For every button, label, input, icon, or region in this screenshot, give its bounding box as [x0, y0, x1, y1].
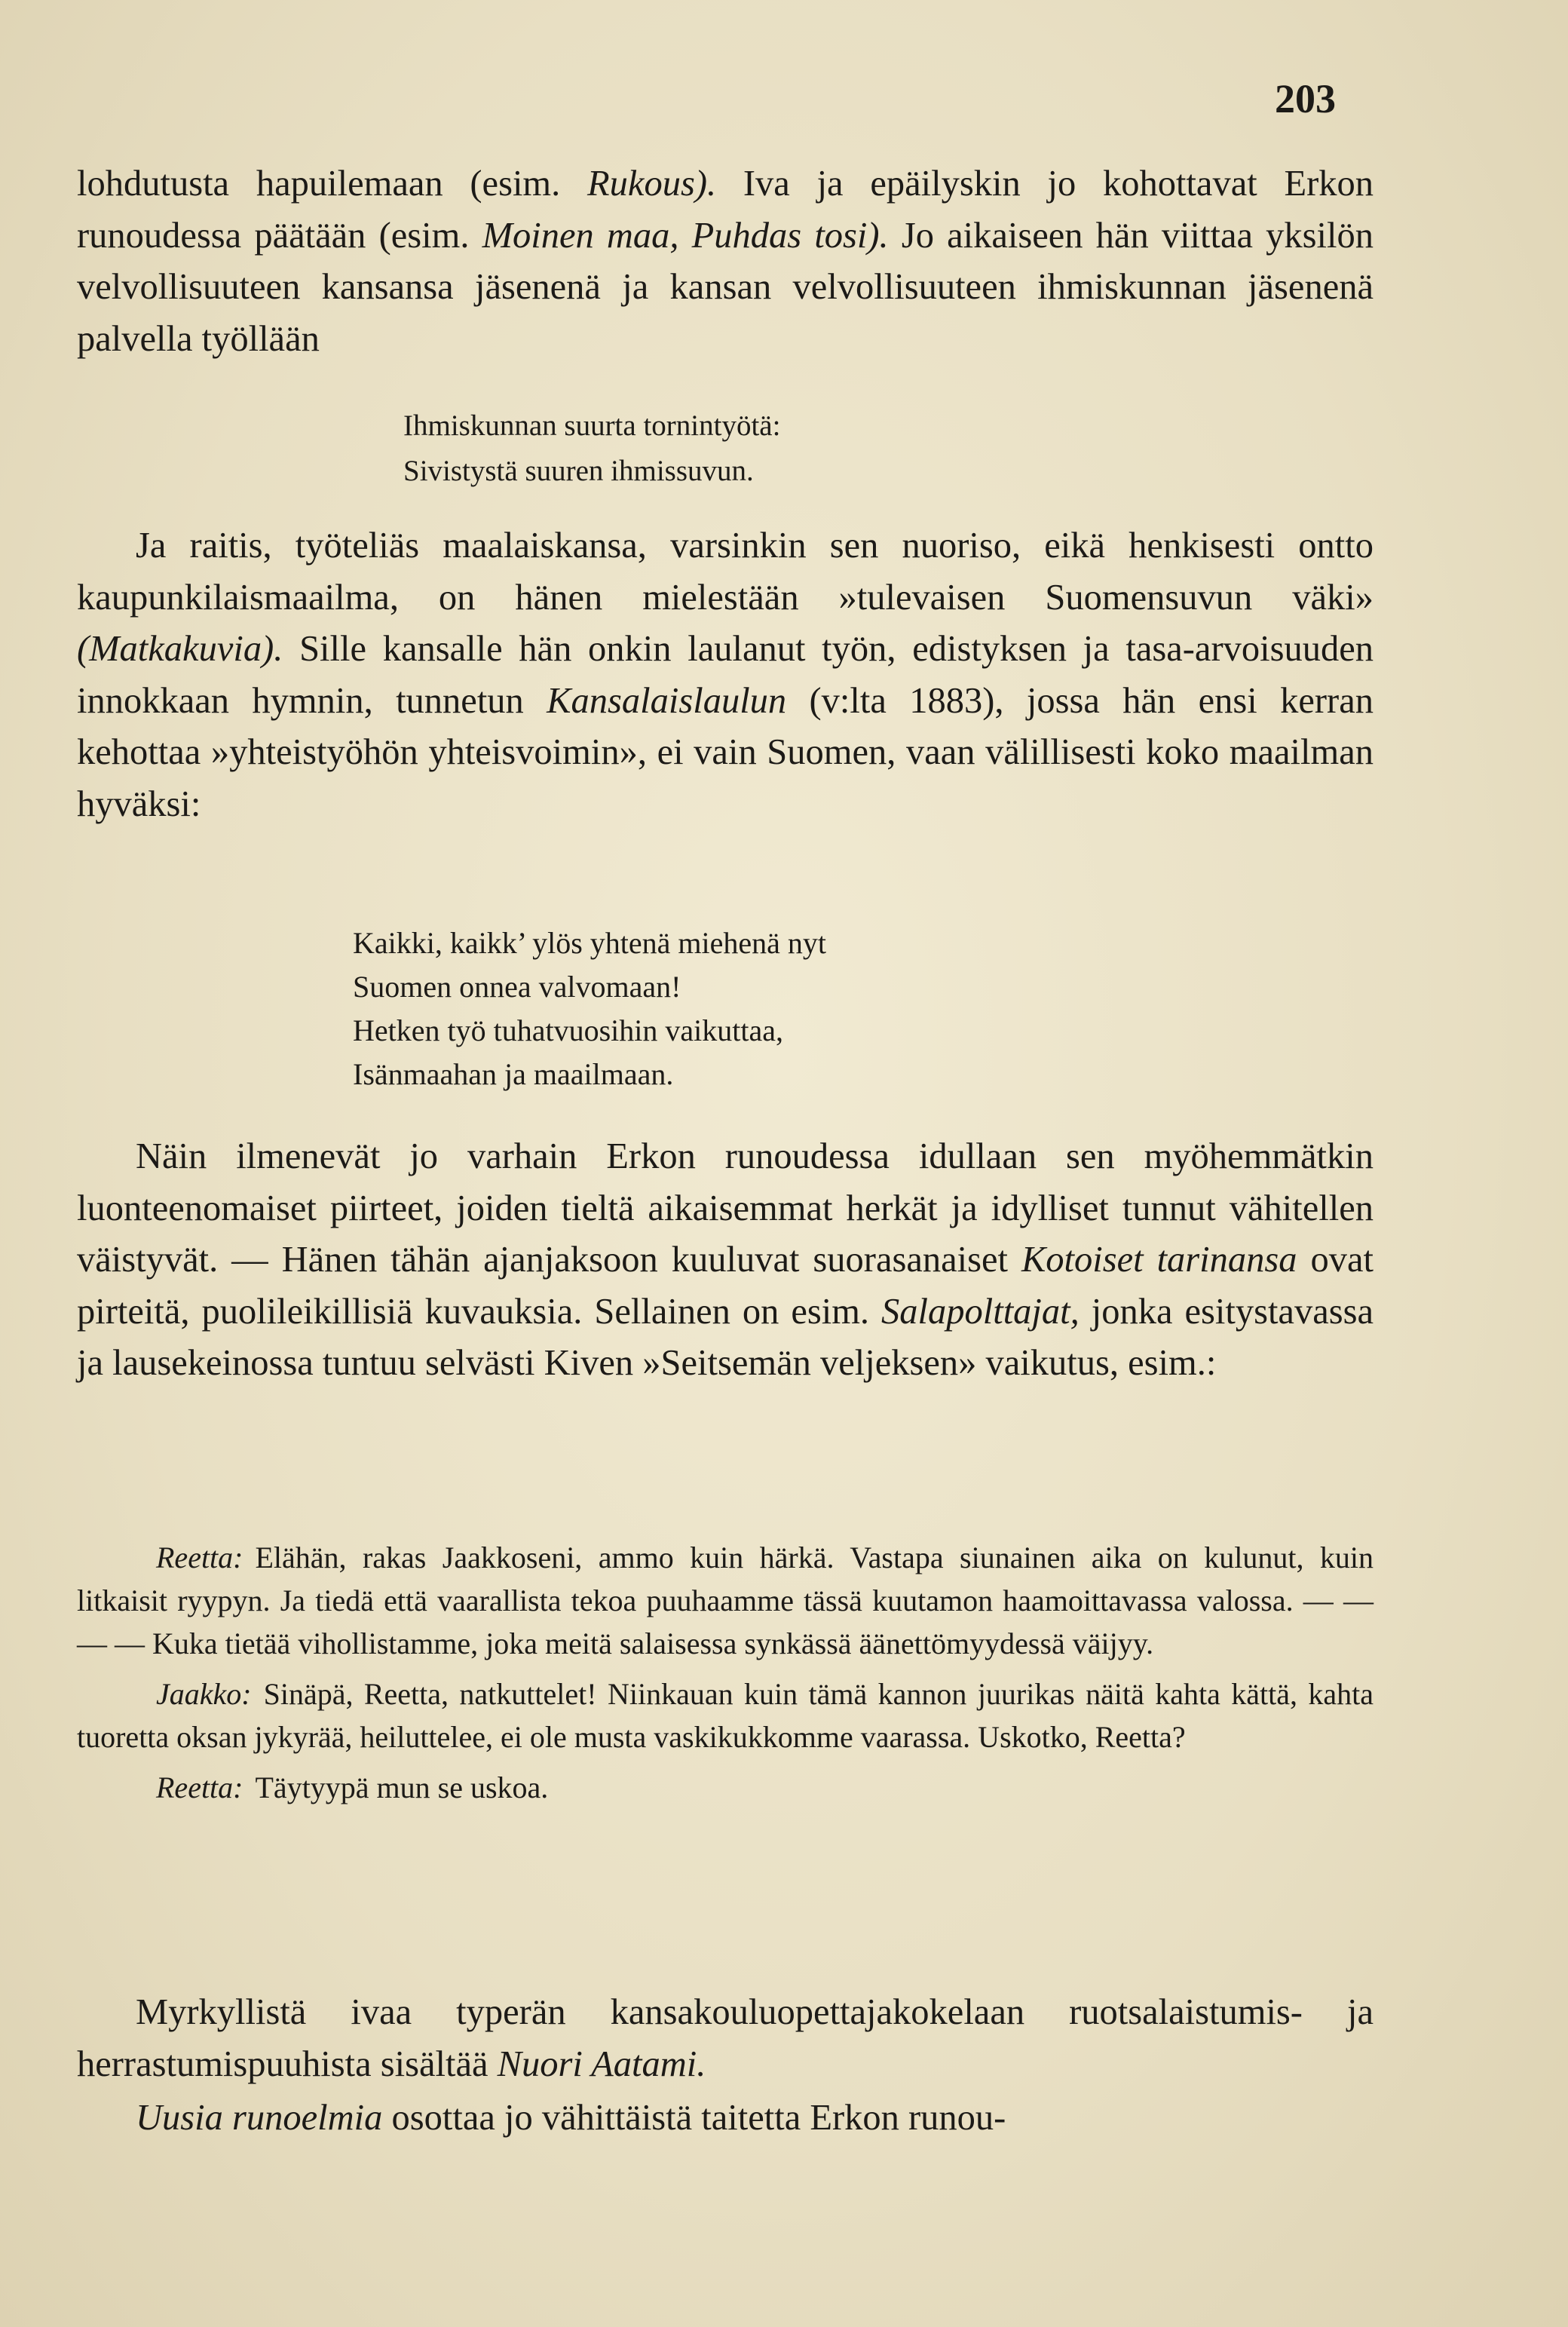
work-title: Rukous). — [587, 164, 717, 204]
dialog-line — [77, 1672, 1374, 1758]
dialog-line — [77, 1536, 1374, 1665]
verse-quote-2 — [353, 921, 826, 1096]
paragraph-text: Iva ja epäilyskin jo kohottavat Erkon runoudessa päätään (esim. — [77, 164, 1374, 256]
work-title: Kansalaislaulun — [547, 680, 787, 721]
paragraph-text: lohdutusta hapuilemaan (esim. — [77, 164, 588, 204]
verse-line: Ihmiskunnan suurta tornintyötä: — [403, 409, 781, 442]
dialog-text: Täytyypä mun se uskoa. — [255, 1771, 549, 1804]
paragraph-4 — [77, 1987, 1374, 2090]
paragraph-text: jonka esitystavassa ja lausekeinossa tuntuu selvästi Kiven »Seitsemän veljeksen» vaikutus, esim.: — [77, 1291, 1374, 1383]
work-title: (Matkakuvia). — [77, 629, 283, 669]
dialog-text: Elähän, rakas Jaakkoseni, ammo kuin härkä. Vastapa siunainen aika on kulunut, kuin litkaisit ryypyn. Ja tiedä että vaarallista tekoa puuhaamme tässä kuutamon haamoittavassa valossa. — — — — Kuka tietää vihollistamme, joka meitä salaisessa synkässä äänettömyydessä väijyy. — [77, 1541, 1374, 1660]
paragraph-text: Näin ilmenevät jo varhain Erkon runoudessa idullaan sen myöhemmätkin luonteenomaiset piirteet, joiden tieltä aikaisemmat herkät ja idylliset tunnut vähitellen väistyvät. — Hänen tähän ajanjaksoon kuuluvat suorasanaiset — [77, 1136, 1374, 1280]
verse-line: Isänmaahan ja maailmaan. — [353, 1057, 674, 1091]
dialog-line — [77, 1766, 1374, 1809]
paragraph-text: Ja raitis, työteliäs maalaiskansa, varsinkin sen nuoriso, eikä henkisesti ontto kaupunkilaismaailma, on hänen mielestään »tulevaisen Suomensuvun väki» — [77, 526, 1374, 618]
paragraph-1 — [77, 158, 1374, 365]
verse-line: Kaikki, kaikk’ ylös yhtenä miehenä nyt — [353, 926, 826, 960]
speaker-name: Reetta: — [156, 1771, 243, 1804]
paragraph-text: Jo aikaiseen hän viittaa yksilön velvollisuuteen kansansa jäsenenä ja kansan velvollisuuteen ihmiskunnan jäsenenä palvella työllään — [77, 215, 1374, 359]
paragraph-5 — [77, 2092, 1374, 2145]
verse-line: Hetken työ tuhatvuosihin vaikuttaa, — [353, 1013, 783, 1047]
paragraph-text: (v:lta 1883), jossa hän ensi kerran kehottaa »yhteistyöhön yhteisvoimin», ei vain Suomen, vaan välillisesti koko maailman hyväksi: — [77, 680, 1374, 824]
work-title: Moinen maa, Puhdas tosi). — [482, 215, 889, 256]
work-title: Uusia runoelmia — [136, 2098, 383, 2138]
dialog-text: Sinäpä, Reetta, natkuttelet! Niinkauan kuin tämä kannon juurikas näitä kahta kättä, kahta tuoretta oksan jykyrää, heiluttelee, ei ole musta vaskikukkomme vaarassa. Uskotko, Reetta? — [77, 1677, 1374, 1754]
speaker-name: Reetta: — [156, 1541, 243, 1574]
verse-line: Suomen onnea valvomaan! — [353, 970, 681, 1004]
work-title: Nuori Aatami. — [497, 2043, 706, 2084]
dialog-excerpt — [77, 1536, 1374, 1809]
paragraph-text: Sille kansalle hän onkin laulanut työn, edistyksen ja tasa-arvoisuuden innokkaan hymnin, tunnetun — [77, 629, 1374, 721]
paragraph-text: osottaa jo vähittäistä taitetta Erkon runou- — [382, 2098, 1006, 2138]
verse-quote-1 — [403, 403, 780, 494]
paragraph-text: Myrkyllistä ivaa typerän kansakouluopettajakokelaan ruotsalaistumis- ja herrastumispuuhista sisältää — [77, 1992, 1374, 2084]
speaker-name: Jaakko: — [156, 1677, 252, 1711]
paragraph-3 — [77, 1131, 1374, 1390]
verse-line: Sivistystä suuren ihmissuvun. — [403, 455, 754, 487]
page-number: 203 — [1275, 76, 1336, 121]
work-title: Salapolttajat, — [881, 1291, 1080, 1332]
paragraph-2 — [77, 520, 1374, 830]
work-title: Kotoiset tarinansa — [1021, 1240, 1297, 1280]
paragraph-text: ovat pirteitä, puolileikillisiä kuvauksia. Sellainen on esim. — [77, 1240, 1374, 1332]
